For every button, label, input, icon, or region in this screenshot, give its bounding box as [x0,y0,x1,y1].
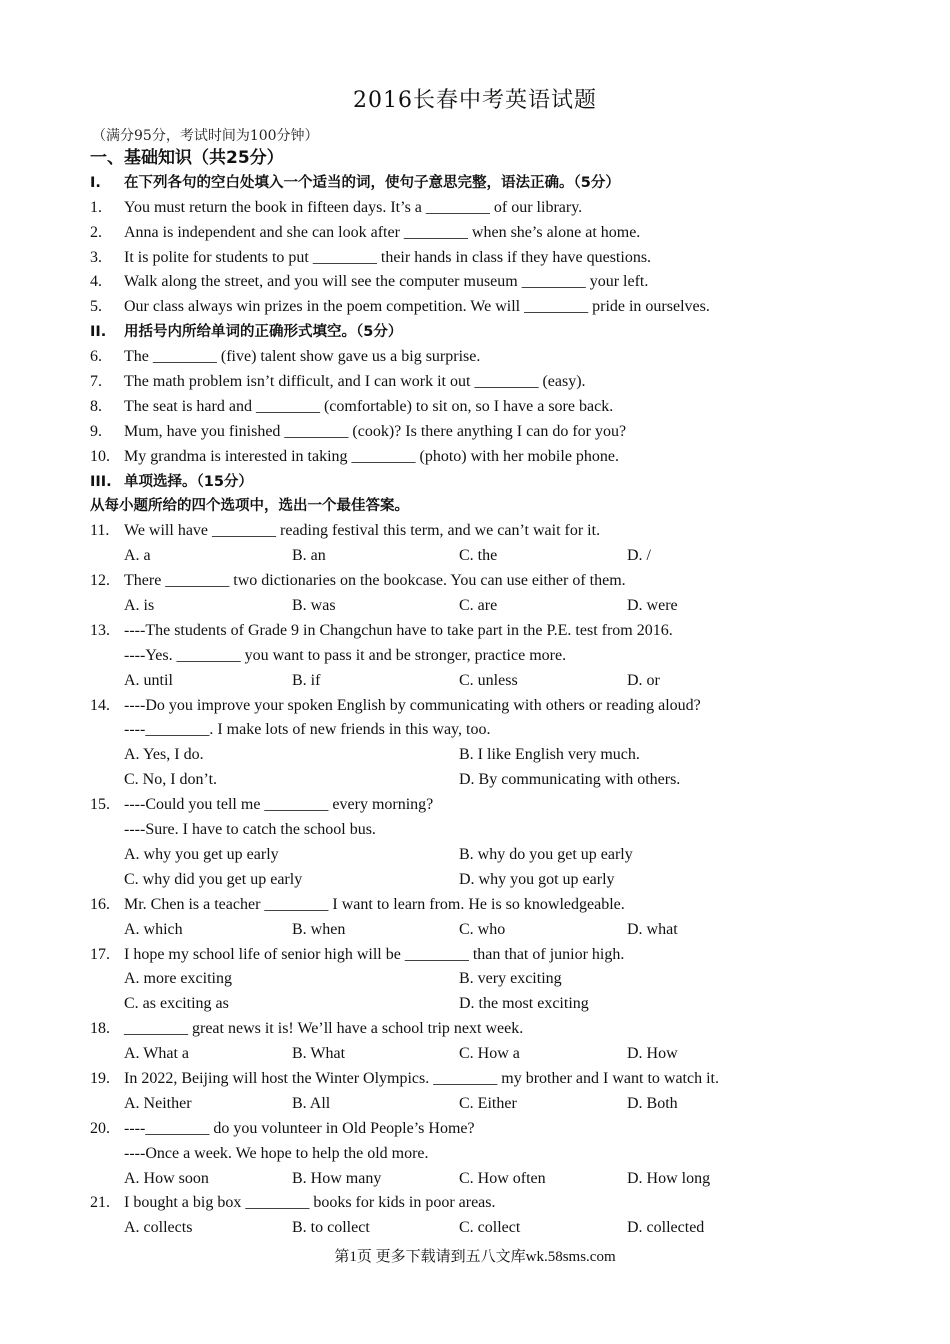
reply-text: ----________. I make lots of new friends in this way, too. [124,721,491,739]
option-row [90,743,870,768]
question-number: 4. [90,273,102,291]
question-reply [90,644,870,669]
option-b: B. if [292,671,321,689]
option-d: D. How [627,1045,678,1063]
page-footer: 第1页 更多下载请到五八文库wk.58sms.com [334,1249,616,1265]
question [90,295,870,320]
section-heading: 一、基础知识（共25分） [90,148,284,168]
question [90,943,870,968]
option-c: C. collect [459,1219,521,1237]
question [90,221,870,246]
option-a: A. why you get up early [124,845,279,863]
option-a: A. collects [124,1219,193,1237]
question [90,793,870,818]
question [90,196,870,221]
question [90,370,870,395]
part-heading [90,171,870,196]
question-number: 10. [90,447,110,465]
part-title: 在下列各句的空白处填入一个适当的词，使句子意思完整，语法正确。（5分） [124,174,620,191]
option-d: D. Both [627,1094,678,1112]
option-c: C. How often [459,1169,546,1187]
option-c: C. unless [459,671,518,689]
option-b: B. an [292,547,326,565]
option-a: A. How soon [124,1169,209,1187]
reply-text: ----Once a week. We hope to help the old more. [124,1144,429,1162]
option-c: C. How a [459,1045,520,1063]
question-text: The seat is hard and ________ (comfortable) to sit on, so I have a sore back. [124,397,614,415]
option-row [90,1216,870,1241]
question-number: 5. [90,298,102,316]
option-d: D. or [627,671,660,689]
question-number: 17. [90,945,110,963]
option-d: D. collected [627,1219,705,1237]
question-reply [90,1142,870,1167]
question-number: 11. [90,522,110,540]
option-row [90,594,870,619]
question-text: In 2022, Beijing will host the Winter Olympics. ________ my brother and I want to watch it. [124,1069,719,1087]
option-b: B. very exciting [459,970,562,988]
question-number: 15. [90,796,110,814]
option-row [90,768,870,793]
reply-text: ----Sure. I have to catch the school bus. [124,821,376,839]
part-title: 用括号内所给单词的正确形式填空。（5分） [124,324,403,341]
question-text: Walk along the street, and you will see the computer museum ________ your left. [124,273,649,291]
part-instruction: 从每小题所给的四个选项中，选出一个最佳答案。 [90,498,409,515]
question-text: There ________ two dictionaries on the bookcase. You can use either of them. [124,572,626,590]
question-text: ----________ do you volunteer in Old People’s Home? [124,1119,475,1137]
question [90,1067,870,1092]
question-number: 13. [90,621,110,639]
part-number: III. [90,473,112,490]
option-a: A. more exciting [124,970,232,988]
option-d: D. How long [627,1169,711,1187]
question-text: You must return the book in fifteen days. It’s a ________ of our library. [124,198,583,216]
question-number: 1. [90,198,102,216]
option-c: C. why did you get up early [124,870,303,888]
option-a: A. Neither [124,1094,192,1112]
option-a: A. Yes, I do. [124,746,204,764]
question [90,694,870,719]
option-c: C. No, I don’t. [124,771,218,789]
option-d: D. the most exciting [459,995,589,1013]
option-row [90,1167,870,1192]
option-b: B. when [292,920,346,938]
part-number: I. [90,174,101,191]
question [90,519,870,544]
exam-content [90,146,870,1241]
option-b: B. why do you get up early [459,845,633,863]
question-text: The ________ (five) talent show gave us a big surprise. [124,348,481,366]
option-b: B. All [292,1094,331,1112]
question-number: 8. [90,397,102,415]
option-row [90,918,870,943]
question-text: ----The students of Grade 9 in Changchun have to take part in the P.E. test from 2016. [124,621,673,639]
option-d: D. By communicating with others. [459,771,681,789]
option-row [90,843,870,868]
option-c: C. who [459,920,506,938]
option-row [90,1042,870,1067]
option-d: D. why you got up early [459,870,615,888]
option-c: C. as exciting as [124,995,229,1013]
exam-subtitle: （满分95分，考试时间为100分钟） [92,128,319,144]
question-number: 19. [90,1069,110,1087]
question [90,395,870,420]
question-text: I bought a big box ________ books for kids in poor areas. [124,1194,496,1212]
question-text: Mr. Chen is a teacher ________ I want to learn from. He is so knowledgeable. [124,895,625,913]
option-row [90,1092,870,1117]
question-text: Our class always win prizes in the poem competition. We will ________ pride in ourselves. [124,298,710,316]
question [90,1017,870,1042]
question [90,893,870,918]
option-d: D. / [627,547,651,565]
option-b: B. to collect [292,1219,370,1237]
option-b: B. How many [292,1169,382,1187]
question-text: It is polite for students to put ________ their hands in class if they have questions. [124,248,652,266]
option-a: A. is [124,597,155,615]
question-reply [90,718,870,743]
option-row [90,967,870,992]
question-number: 7. [90,373,102,391]
question [90,270,870,295]
option-row [90,544,870,569]
option-a: A. which [124,920,183,938]
question [90,345,870,370]
question [90,420,870,445]
option-row [90,669,870,694]
question-number: 16. [90,895,110,913]
option-d: D. were [627,597,678,615]
question [90,445,870,470]
question-number: 6. [90,348,102,366]
question-number: 18. [90,1020,110,1038]
question-text: We will have ________ reading festival this term, and we can’t wait for it. [124,522,601,540]
option-a: A. until [124,671,173,689]
question [90,1117,870,1142]
question-text: ________ great news it is! We’ll have a school trip next week. [124,1020,524,1038]
option-d: D. what [627,920,678,938]
question [90,619,870,644]
part-heading [90,470,870,495]
option-c: C. are [459,597,498,615]
option-a: A. a [124,547,151,565]
question-number: 2. [90,223,102,241]
question [90,569,870,594]
option-a: A. What a [124,1045,190,1063]
option-row [90,992,870,1017]
question-number: 3. [90,248,102,266]
page-title: 2016长春中考英语试题 [353,88,597,113]
question-number: 12. [90,572,110,590]
question-text: ----Could you tell me ________ every morning? [124,796,434,814]
option-b: B. I like English very much. [459,746,640,764]
question-text: Anna is independent and she can look after ________ when she’s alone at home. [124,223,641,241]
question-number: 9. [90,422,102,440]
question-text: I hope my school life of senior high will be ________ than that of junior high. [124,945,625,963]
question-reply [90,818,870,843]
question [90,246,870,271]
question [90,1191,870,1216]
option-b: B. was [292,597,336,615]
question-number: 21. [90,1194,110,1212]
question-text: My grandma is interested in taking ________ (photo) with her mobile phone. [124,447,620,465]
part-number: II. [90,324,107,341]
option-b: B. What [292,1045,346,1063]
option-c: C. Either [459,1094,517,1112]
question-number: 14. [90,696,110,714]
part-title: 单项选择。（15分） [124,473,253,490]
question-text: The math problem isn’t difficult, and I can work it out ________ (easy). [124,373,586,391]
question-number: 20. [90,1119,110,1137]
option-c: C. the [459,547,498,565]
question-text: Mum, have you finished ________ (cook)? Is there anything I can do for you? [124,422,627,440]
option-row [90,868,870,893]
part-heading [90,320,870,345]
reply-text: ----Yes. ________ you want to pass it and be stronger, practice more. [124,646,567,664]
question-text: ----Do you improve your spoken English by communicating with others or reading aloud? [124,696,701,714]
